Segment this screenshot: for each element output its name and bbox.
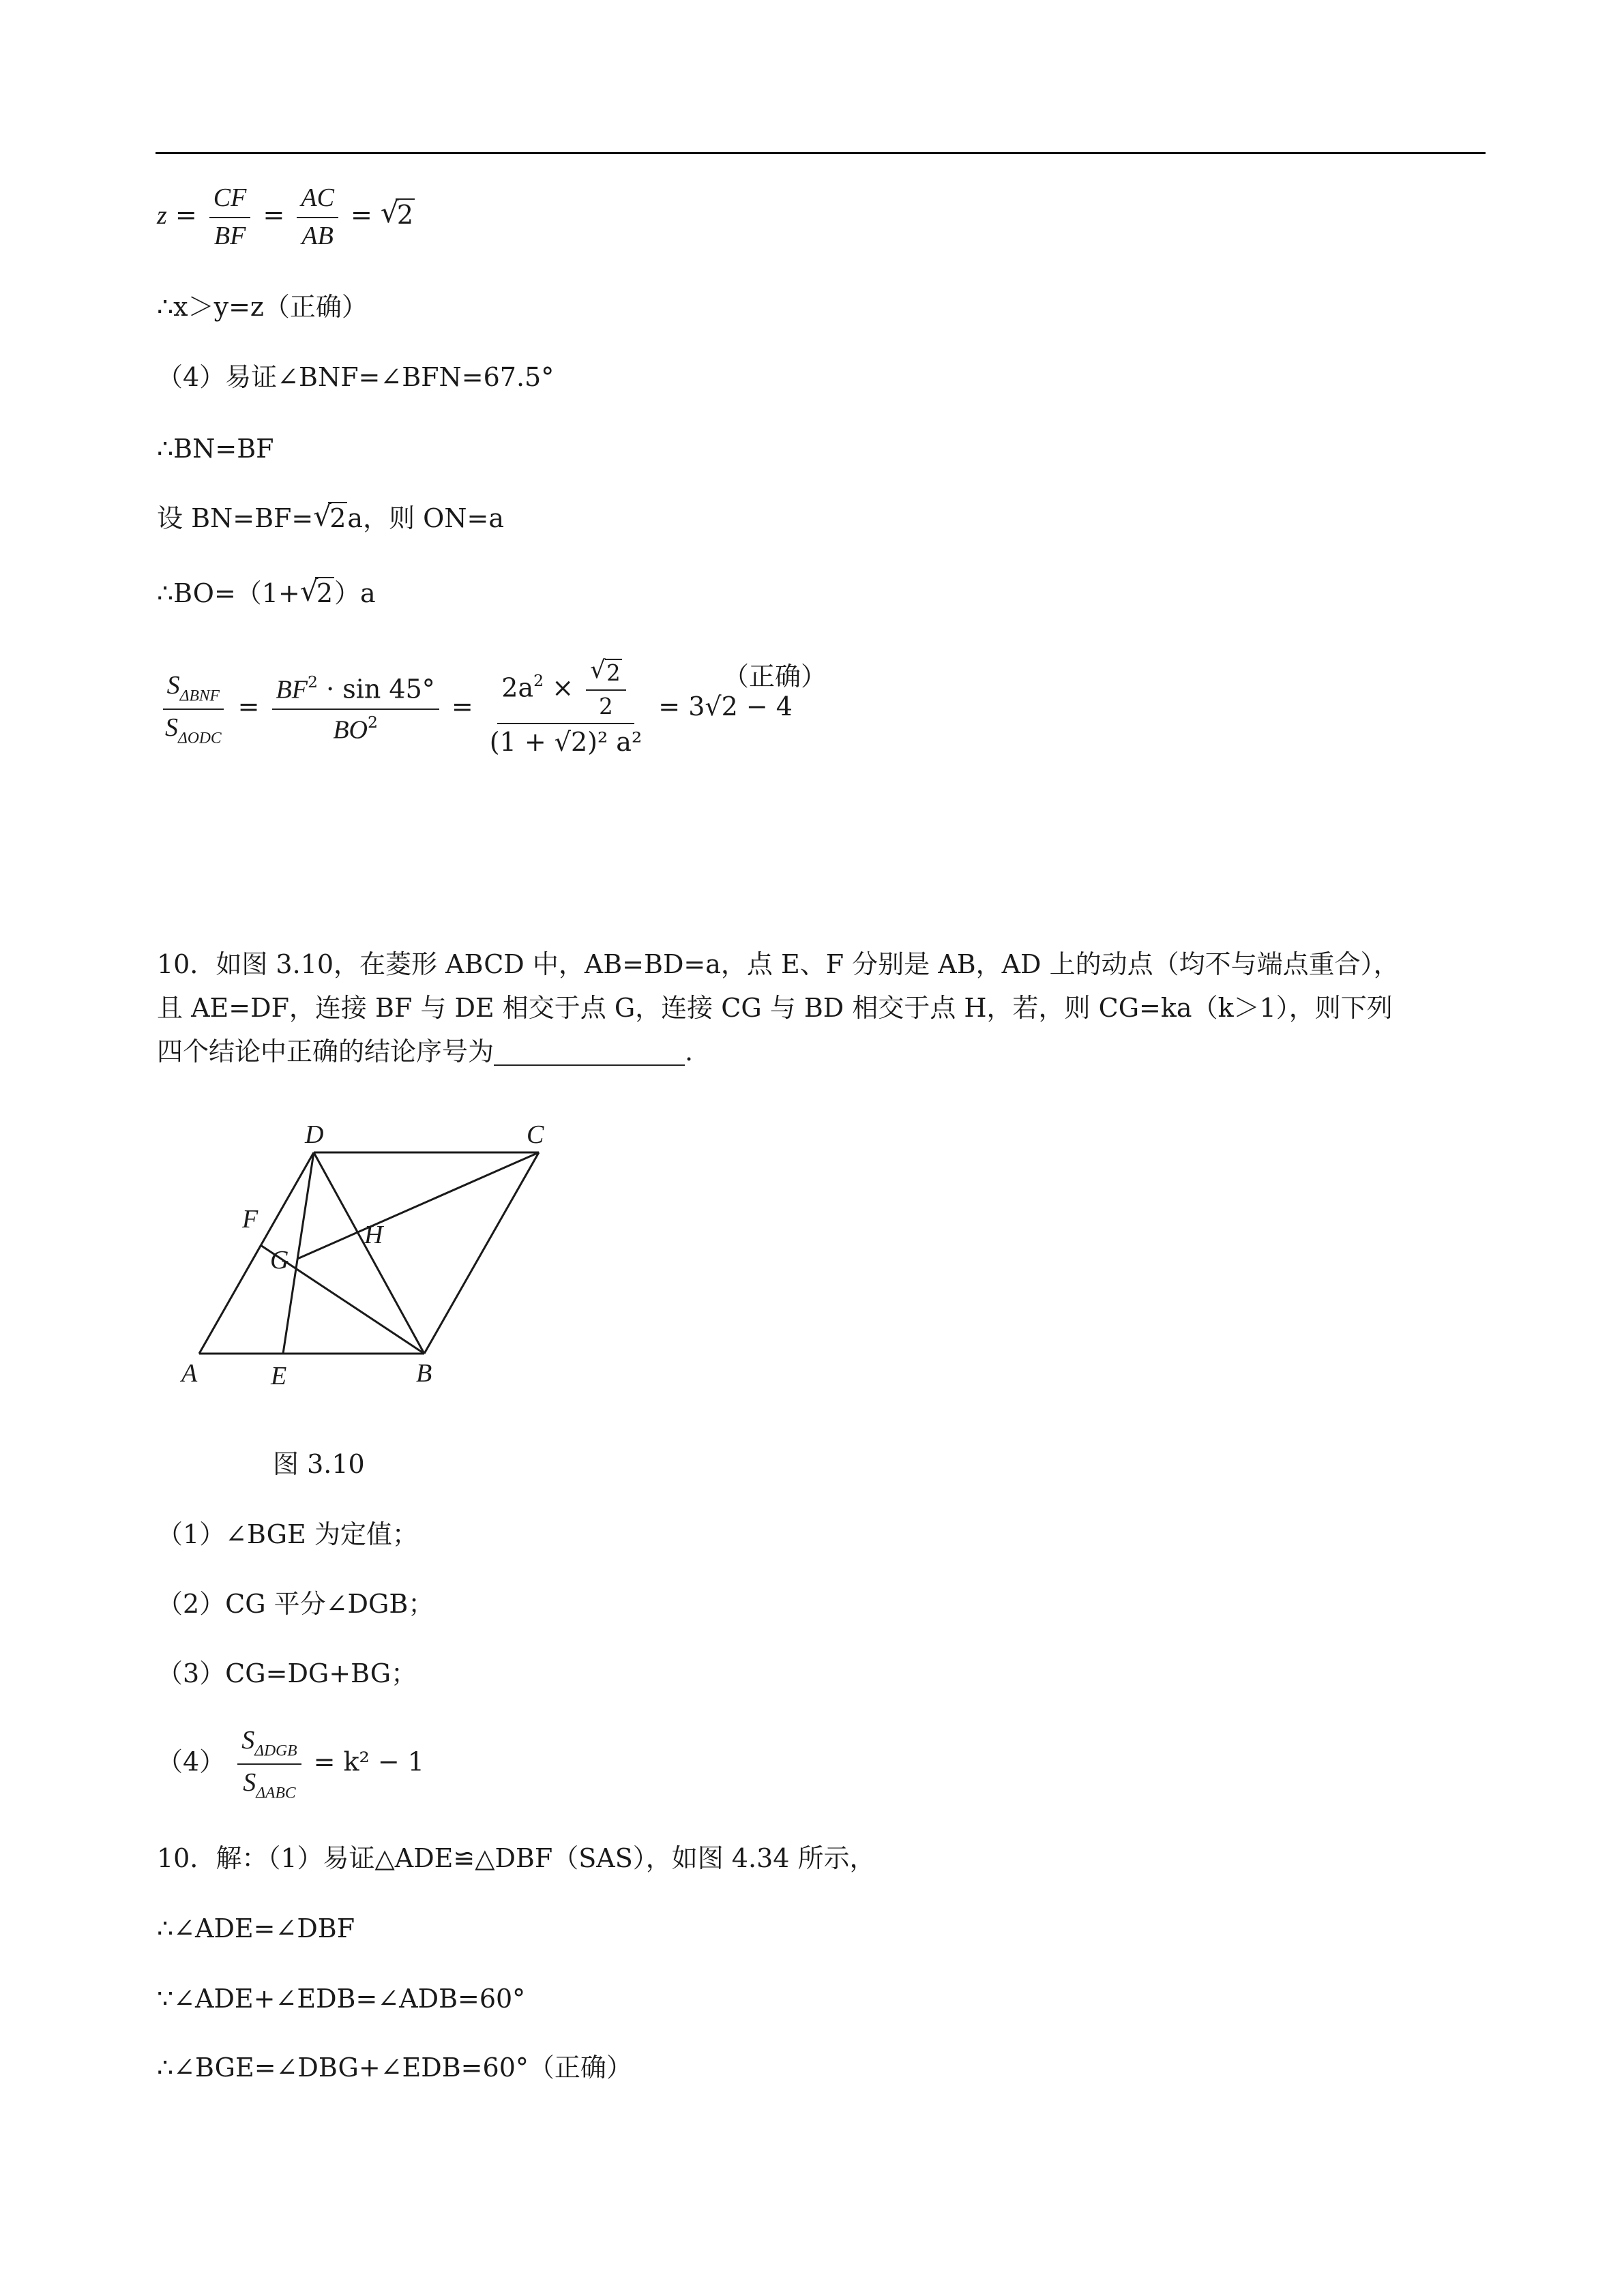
fraction-ac-ab: $\frac{AC}{AB}$ <box>297 183 338 252</box>
solution10-line1: 10．解：（1）易证△ADE≌△DBF（SAS），如图 4.34 所示， <box>157 1843 876 1873</box>
label-f: F <box>242 1205 259 1234</box>
label-d: D <box>305 1120 324 1149</box>
bo-line: ∴BO=（1+√ 2）a <box>157 578 376 610</box>
sqrt-2: √ 2 <box>300 578 334 610</box>
fraction-s-bnf-s-odc: $\frac{S_{\Delta BNF}}{S_{\Delta ODC}}$ <box>161 670 226 748</box>
problem10-line3: 四个结论中正确的结论序号为 . <box>157 1037 694 1067</box>
label-a: A <box>181 1359 198 1388</box>
fraction-s-dgb-s-abc: $\frac{S_{\Delta DGB}}{S_{\Delta ABC}}$ <box>237 1725 301 1803</box>
side-bc <box>424 1152 539 1354</box>
problem10-line2: 且 AE=DF，连接 BF 与 DE 相交于点 G，连接 CG 与 BD 相交于点 H，若，则 CG=ka（k＞1），则下列 <box>157 993 1393 1023</box>
fraction-2a2-over: $2a^2$ × √ $\frac{2}{2}$ (1 + √2)² a² <box>486 660 646 758</box>
z-symbol: z <box>157 201 167 230</box>
statement-4: （4） $\frac{S_{\Delta DGB}}{S_{\Delta ABC}}$ = k² − 1 <box>157 1726 424 1802</box>
label-g: G <box>270 1246 289 1274</box>
bn-eq-bf: ∴BN=BF <box>157 434 274 464</box>
z-equation: z = $\frac{CF}{BF}$ = $\frac{AC}{AB}$ = √ 2 <box>157 183 415 252</box>
diagonal-bd <box>314 1152 424 1354</box>
sqrt-2: √ 2 <box>381 200 415 231</box>
problem10-line1: 10．如图 3.10，在菱形 ABCD 中，AB=BD=a，点 E、F 分别是 AB，AD 上的动点（均不与端点重合）， <box>157 949 1400 979</box>
ratio-correct-label: （正确） <box>723 661 827 691</box>
sqrt-2: √ 2 <box>313 503 347 535</box>
solution10-line3: ∵∠ADE+∠EDB=∠ADB=60° <box>157 1984 526 2014</box>
label-e: E <box>271 1362 287 1390</box>
fraction-sqrt2-2: √ $\frac{2}{2}$ <box>586 660 626 720</box>
label-c: C <box>527 1120 544 1149</box>
area-ratio-equation: $\frac{S_{\Delta BNF}}{S_{\Delta ODC}}$ = $\frac{BF^2 \cdot \sin 45^\circ}{BO^2}$ = $2a^2$ × √ $\frac{2}{2}$ (1 + √2)² a² = 3√2 − 4 <box>157 660 793 758</box>
set-bn-line: 设 BN=BF=√ 2a，则 ON=a <box>157 503 504 535</box>
fraction-bf2-bo2: $\frac{BF^2 \cdot \sin 45^\circ}{BO^2}$ <box>272 672 439 746</box>
part4-intro: （4）易证∠BNF=∠BFN=67.5° <box>157 362 555 392</box>
statement-3: （3）CG=DG+BG； <box>157 1658 417 1688</box>
label-h: H <box>364 1221 383 1249</box>
statement-1: （1）∠BGE 为定值； <box>157 1519 418 1549</box>
figure-caption: 图 3.10 <box>273 1449 365 1479</box>
conclusion-xyz: ∴x＞y=z（正确） <box>157 292 368 322</box>
segment-cg <box>297 1152 539 1259</box>
solution10-line2: ∴∠ADE=∠DBF <box>157 1913 355 1943</box>
label-b: B <box>416 1359 432 1388</box>
ratio-result: = 3√2 − 4 <box>658 691 793 722</box>
fraction-cf-bf: $\frac{CF}{BF}$ <box>209 183 251 252</box>
statement-2: （2）CG 平分∠DGB； <box>157 1589 434 1619</box>
side-da <box>199 1152 314 1354</box>
solution10-line4: ∴∠BGE=∠DBG+∠EDB=60°（正确） <box>157 2053 632 2083</box>
